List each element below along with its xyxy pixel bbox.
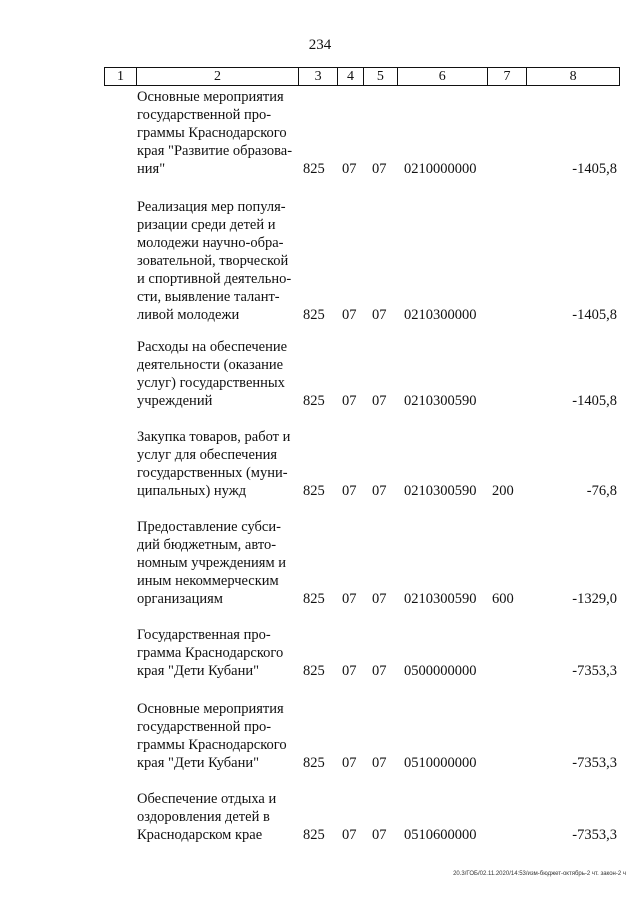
header-col-4: 4: [338, 68, 364, 85]
footer-stamp: 20.3/ГОБ/02.11.2020/14:53/изм-бюджет-октябрь-2 чт. закон-2 ч: [453, 871, 626, 877]
header-col-7: 7: [488, 68, 528, 85]
row-c3: 825: [303, 755, 325, 771]
row-c8: -1405,8: [572, 307, 617, 323]
row-c5: 07: [372, 393, 387, 409]
row-c3: 825: [303, 591, 325, 607]
description-line: дий бюджетным, авто-: [137, 537, 277, 553]
row-c8: -1329,0: [572, 591, 617, 607]
row-description: [137, 790, 297, 844]
description-line: номным учреждениям и: [137, 555, 287, 571]
row-c5: 07: [372, 161, 387, 177]
row-c4: 07: [342, 393, 357, 409]
description-line: оздоровления детей в: [137, 809, 270, 825]
row-c8: -1405,8: [572, 393, 617, 409]
header-col-5: 5: [364, 68, 398, 85]
row-c6: 0510600000: [404, 827, 477, 843]
header-col-1: 1: [105, 68, 137, 85]
row-c6: 0210300000: [404, 307, 477, 323]
header-col-2: 2: [137, 68, 299, 85]
row-c5: 07: [372, 663, 387, 679]
row-c6: 0210300590: [404, 591, 477, 607]
row-c5: 07: [372, 483, 387, 499]
row-c7: 200: [492, 483, 514, 499]
row-c5: 07: [372, 755, 387, 771]
description-line: края "Дети Кубани": [137, 663, 260, 679]
row-c6: 0210300590: [404, 483, 477, 499]
description-line: и спортивной деятельно-: [137, 271, 292, 287]
header-col-6: 6: [398, 68, 488, 85]
row-description: [137, 198, 297, 324]
row-c4: 07: [342, 663, 357, 679]
description-line: края "Дети Кубани": [137, 755, 260, 771]
row-c5: 07: [372, 591, 387, 607]
row-c6: 0210300590: [404, 393, 477, 409]
row-c3: 825: [303, 307, 325, 323]
row-c7: 600: [492, 591, 514, 607]
description-line: Основные мероприятия: [137, 701, 284, 717]
description-line: организациям: [137, 591, 223, 607]
row-description: [137, 518, 297, 608]
description-line: зовательной, творческой: [137, 253, 289, 269]
row-c8: -7353,3: [572, 827, 617, 843]
description-line: Обеспечение отдыха и: [137, 791, 277, 807]
table-header: [104, 67, 620, 86]
row-c5: 07: [372, 307, 387, 323]
description-line: государственных (муни-: [137, 465, 288, 481]
row-c6: 0510000000: [404, 755, 477, 771]
row-description: [137, 428, 297, 500]
description-line: края "Развитие образова-: [137, 143, 293, 159]
description-line: сти, выявление талант-: [137, 289, 280, 305]
description-line: услуг) государственных: [137, 375, 285, 391]
description-line: учреждений: [137, 393, 213, 409]
row-c4: 07: [342, 161, 357, 177]
header-col-3: 3: [299, 68, 338, 85]
description-line: ния": [137, 161, 166, 177]
description-line: ливой молодежи: [137, 307, 240, 323]
row-c4: 07: [342, 827, 357, 843]
page-number: 234: [308, 37, 332, 53]
row-description: [137, 700, 297, 772]
description-line: Краснодарском крае: [137, 827, 263, 843]
description-line: Реализация мер популя-: [137, 199, 286, 215]
row-c5: 07: [372, 827, 387, 843]
row-description: [137, 338, 297, 410]
description-line: Основные мероприятия: [137, 89, 284, 105]
row-c4: 07: [342, 307, 357, 323]
description-line: иным некоммерческим: [137, 573, 279, 589]
row-c8: -76,8: [586, 483, 617, 499]
description-line: молодежи научно-обра-: [137, 235, 284, 251]
description-line: ципальных) нужд: [137, 483, 247, 499]
row-c4: 07: [342, 591, 357, 607]
description-line: Государственная про-: [137, 627, 271, 643]
row-c3: 825: [303, 827, 325, 843]
row-c4: 07: [342, 755, 357, 771]
row-c8: -7353,3: [572, 663, 617, 679]
description-line: государственной про-: [137, 719, 272, 735]
row-c3: 825: [303, 161, 325, 177]
description-line: Предоставление субси-: [137, 519, 281, 535]
row-description: [137, 88, 297, 178]
description-line: грамма Краснодарского: [137, 645, 284, 661]
row-c3: 825: [303, 663, 325, 679]
row-c6: 0500000000: [404, 663, 477, 679]
row-c6: 0210000000: [404, 161, 477, 177]
row-c4: 07: [342, 483, 357, 499]
description-line: деятельности (оказание: [137, 357, 284, 373]
row-c8: -7353,3: [572, 755, 617, 771]
description-line: граммы Краснодарского: [137, 737, 287, 753]
description-line: ризации среди детей и: [137, 217, 276, 233]
row-c3: 825: [303, 393, 325, 409]
row-c8: -1405,8: [572, 161, 617, 177]
description-line: Расходы на обеспечение: [137, 339, 288, 355]
description-line: граммы Краснодарского: [137, 125, 287, 141]
description-line: услуг для обеспечения: [137, 447, 278, 463]
row-description: [137, 626, 297, 680]
description-line: государственной про-: [137, 107, 272, 123]
description-line: Закупка товаров, работ и: [137, 429, 291, 445]
header-col-8: 8: [569, 69, 577, 84]
row-c3: 825: [303, 483, 325, 499]
